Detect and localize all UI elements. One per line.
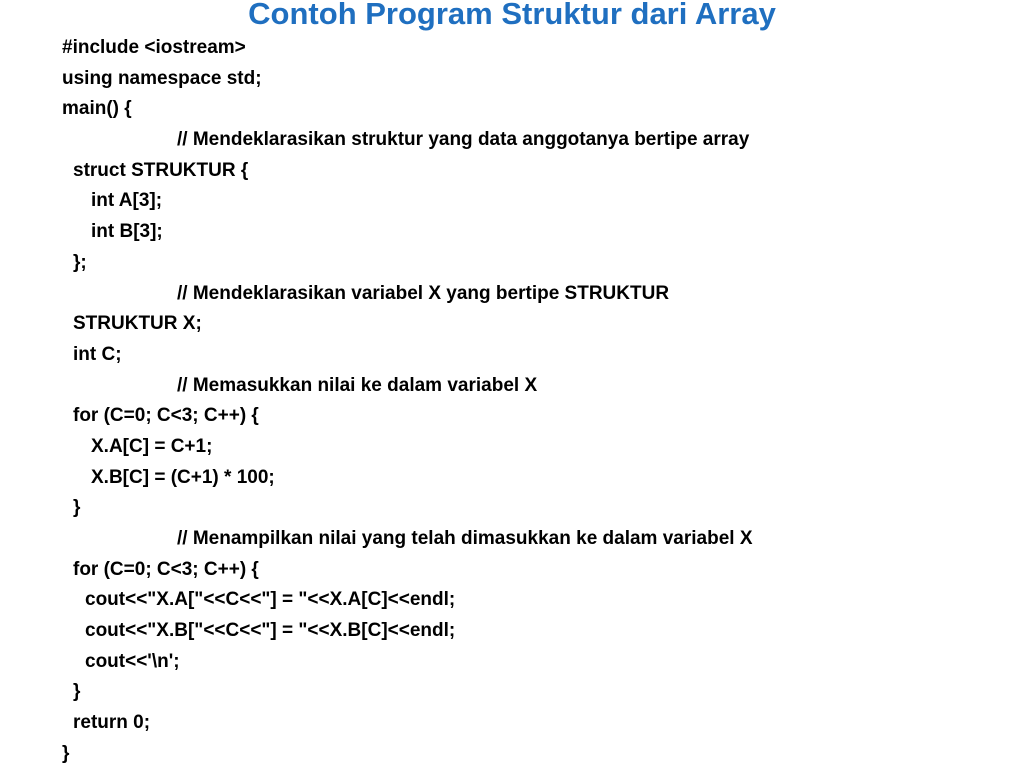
- slide-title: Contoh Program Struktur dari Array: [248, 0, 776, 31]
- code-line: }: [73, 497, 81, 519]
- code-listing: [62, 33, 753, 768]
- code-line: for (C=0; C<3; C++) {: [73, 558, 259, 580]
- code-line: };: [73, 251, 87, 273]
- code-line: }: [62, 742, 70, 764]
- code-line: int C;: [73, 343, 122, 365]
- code-line: return 0;: [73, 712, 151, 734]
- code-line: cout<<"X.B["<<C<<"] = "<<X.B[C]<<endl;: [85, 620, 456, 642]
- code-line: int A[3];: [91, 190, 163, 212]
- code-line: }: [73, 681, 81, 703]
- code-line: #include <iostream>: [62, 37, 246, 58]
- code-line: cout<<"X.A["<<C<<"] = "<<X.A[C]<<endl;: [85, 589, 456, 611]
- code-comment: // Mendeklarasikan struktur yang data anggotanya bertipe array: [177, 129, 750, 151]
- code-line: using namespace std;: [62, 67, 262, 89]
- code-line: X.B[C] = (C+1) * 100;: [91, 466, 275, 488]
- code-line: X.A[C] = C+1;: [91, 435, 213, 457]
- code-line: cout<<'\n';: [85, 650, 180, 672]
- code-line: struct STRUKTUR {: [73, 159, 249, 181]
- code-comment: // Menampilkan nilai yang telah dimasukkan ke dalam variabel X: [177, 528, 753, 549]
- code-line: int B[3];: [91, 221, 163, 243]
- code-line: main() {: [62, 98, 132, 120]
- code-line: for (C=0; C<3; C++) {: [73, 405, 259, 427]
- code-comment: // Memasukkan nilai ke dalam variabel X: [177, 374, 538, 396]
- code-line: STRUKTUR X;: [73, 313, 202, 335]
- code-comment: // Mendeklarasikan variabel X yang bertipe STRUKTUR: [177, 282, 670, 304]
